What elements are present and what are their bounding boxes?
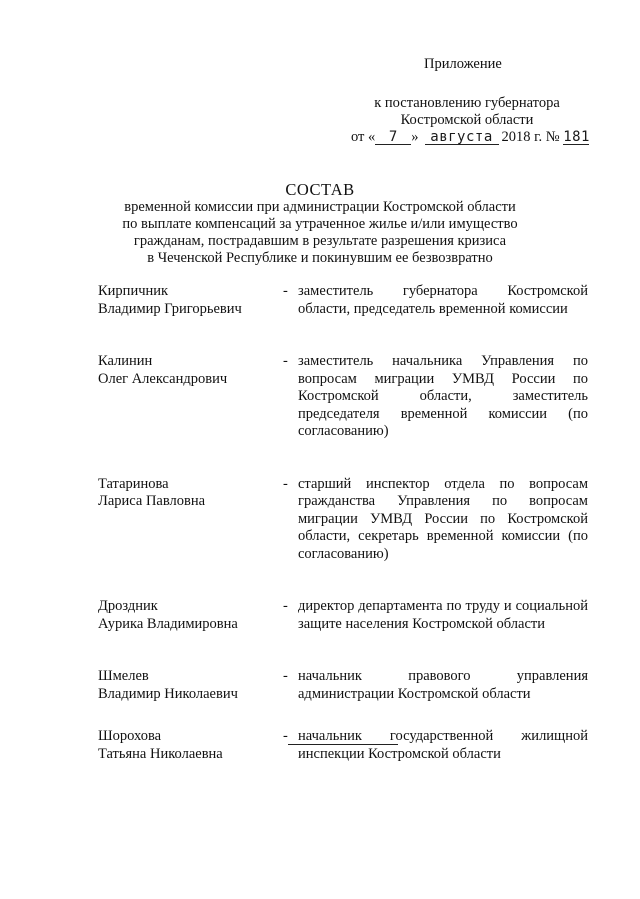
decree-date-line — [351, 128, 589, 146]
member-dash: - — [283, 475, 288, 492]
member-role: заместитель начальника Управления по вопросам миграции УМВД России по Костромской области, заместитель председателя временной комиссии (по согласованию) — [298, 353, 588, 439]
member-name — [98, 668, 278, 703]
member-name — [98, 476, 278, 511]
member-given-names: Олег Александрович — [98, 370, 228, 387]
date-month: августа — [430, 129, 493, 145]
member-entry — [98, 598, 588, 633]
member-given-names: Лариса Павловна — [98, 493, 206, 509]
date-prefix: от « — [351, 129, 376, 145]
date-month-field — [425, 130, 499, 145]
member-given-names: Татьяна Николаевна — [98, 745, 223, 762]
member-surname: Шорохова — [98, 728, 162, 744]
member-name — [98, 598, 278, 633]
member-dash: - — [283, 728, 288, 744]
member-entry — [98, 668, 588, 703]
member-surname: Кирпичник — [98, 283, 169, 299]
document-subtitle — [0, 199, 640, 267]
member-entry — [98, 283, 588, 318]
member-role: начальник правового управления администрации Костромской области — [298, 668, 588, 702]
date-day-field — [375, 130, 411, 145]
member-name — [98, 283, 278, 318]
member-surname: Дроздник — [98, 598, 158, 614]
member-role: директор департамента по труду и социальной защите населения Костромской области — [298, 598, 588, 632]
member-dash: - — [283, 598, 288, 614]
member-name — [98, 728, 278, 763]
member-given-names: Владимир Николаевич — [98, 685, 238, 702]
member-given-names: Владимир Григорьевич — [98, 300, 242, 317]
member-role: заместитель губернатора Костромской области, председатель временной комиссии — [298, 283, 588, 317]
member-role: старший инспектор отдела по вопросам гражданства Управления по вопросам миграции УМВД России по Костромской области, секретарь временной комиссии (по согласованию) — [298, 475, 588, 562]
member-entry — [98, 353, 588, 441]
decree-number-field — [563, 130, 589, 145]
decree-number: 181 — [563, 129, 590, 145]
member-dash: - — [283, 353, 288, 369]
member-entry — [98, 476, 588, 564]
annex-title: Приложение — [424, 56, 502, 72]
member-given-names: Аурика Владимировна — [98, 615, 238, 632]
subtitle-line: гражданам, пострадавшим в результате разрешения кризиса — [133, 233, 507, 249]
subtitle-line: по выплате компенсаций за утраченное жилье и/или имущество — [122, 216, 518, 232]
member-name — [98, 353, 278, 388]
members-list — [98, 283, 588, 763]
member-surname: Калинин — [98, 353, 153, 369]
member-dash: - — [283, 668, 288, 684]
member-entry — [98, 728, 588, 763]
closing-separator-line — [288, 744, 398, 745]
annex-line: к постановлению губернатора — [374, 95, 560, 111]
member-role: начальник государственной жилищной инспекции Костромской области — [298, 728, 588, 762]
document-heading: СОСТАВ — [285, 180, 355, 199]
date-year-text: 2018 г. № — [501, 129, 560, 145]
member-dash: - — [283, 283, 288, 299]
date-day: 7 — [388, 129, 398, 145]
date-close-quote: » — [411, 129, 419, 145]
annex-line: Костромской области — [400, 112, 534, 128]
subtitle-line: в Чеченской Республике и покинувшим ее безвозвратно — [147, 250, 493, 266]
member-surname: Татаринова — [98, 475, 169, 492]
subtitle-line: временной комиссии при администрации Костромской области — [124, 199, 516, 215]
annex-reference — [352, 95, 582, 129]
member-surname: Шмелев — [98, 668, 149, 684]
